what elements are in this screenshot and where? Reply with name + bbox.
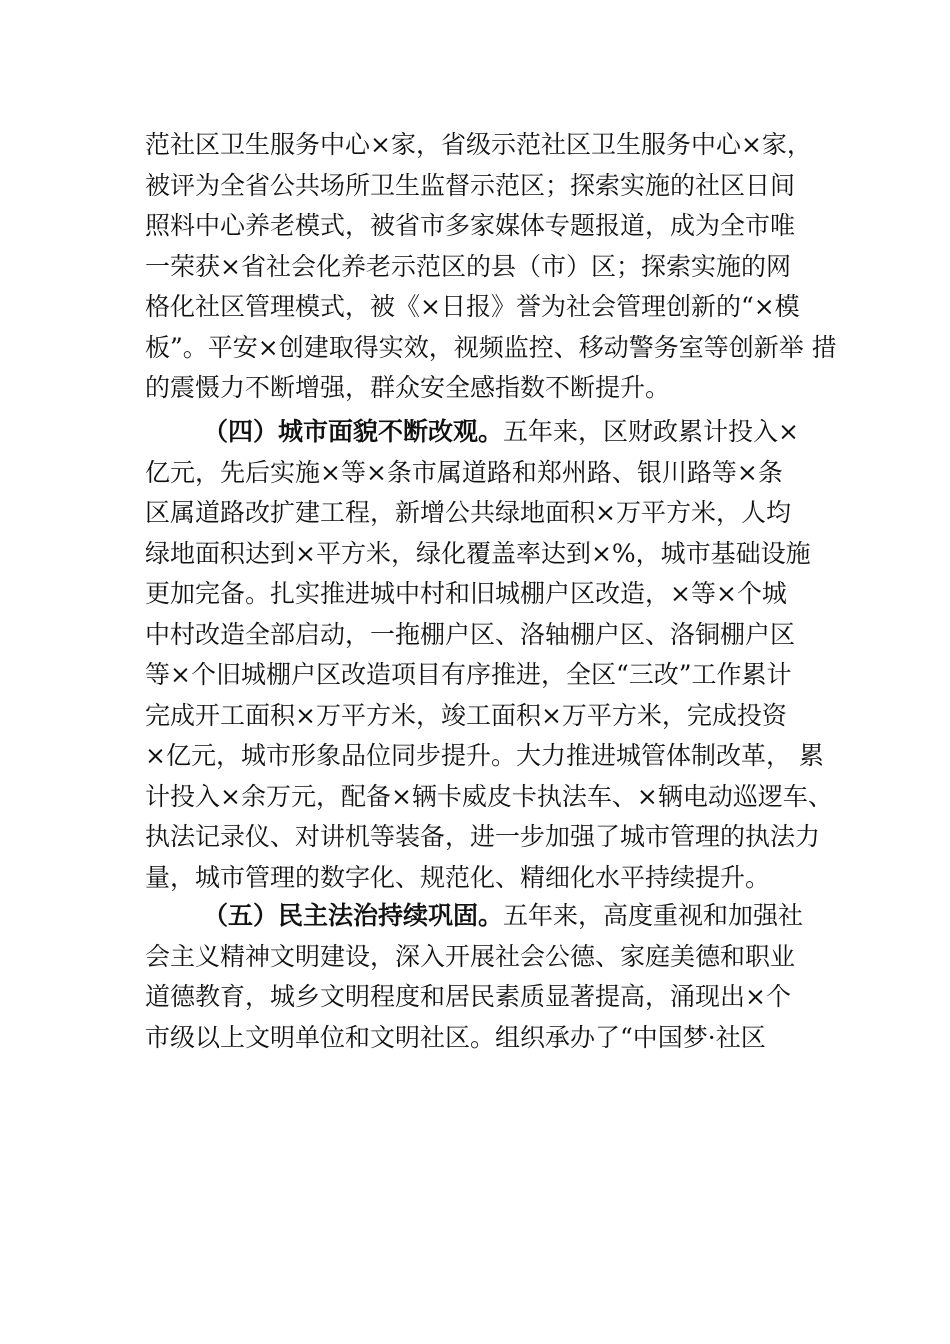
paragraph-3 [145,896,835,1058]
paragraph-line: ×亿元，城市形象品位同步提升。大力推进城管体制改革， 累 [145,741,824,770]
paragraph-first-line [145,896,835,937]
paragraph-line: 照料中心养老模式，被省市多家媒体专题报道，成为全市唯 [145,211,796,240]
paragraph-text: 五年来，高度重视和加强社 [503,901,804,930]
paragraph-2 [145,412,835,898]
paragraph-line: 中村改造全部启动，一拖棚户区、洛轴棚户区、洛铜棚户区 [145,619,796,649]
paragraph-line: 范社区卫生服务中心×家，省级示范社区卫生服务中心×家， [145,130,812,159]
paragraph-line: 量，城市管理的数字化、规范化、精细化水平持续提升。 [145,862,771,892]
paragraph-line: 板”。平安×创建取得实效，视频监控、移动警务室等创新举 措 [145,332,837,362]
paragraph-line: 计投入×余万元，配备×辆卡威皮卡执法车、×辆电动巡逻车、 [145,781,833,811]
paragraph-line: 区属道路改扩建工程，新增公共绿地面积×万平方米，人均 [145,498,791,527]
paragraph-line: 执法记录仪、对讲机等装备，进一步加强了城市管理的执法力 [145,822,821,851]
paragraph-line: 的震慑力不断增强，群众安全感指数不断提升。 [145,373,671,402]
paragraph-first-line [145,412,835,453]
paragraph-line: 完成开工面积×万平方米，竣工面积×万平方米，完成投资 [145,700,787,730]
paragraph-line: 等×个旧城棚户区改造项目有序推进，全区“三改”工作累计 [145,660,792,689]
paragraph-line: 道德教育，城乡文明程度和居民素质显著提高，涌现出×个 [145,982,791,1011]
section-heading-5: （五）民主法治持续巩固。 [203,901,504,930]
paragraph-line: 会主义精神文明建设，深入开展社会公德、家庭美德和职业 [145,941,796,971]
paragraph-line: 绿地面积达到×平方米，绿化覆盖率达到×%，城市基础设施 [145,538,811,568]
paragraph-1 [145,125,835,409]
paragraph-line: 更加完备。扎实推进城中村和旧城棚户区改造，×等×个城 [145,579,787,608]
paragraph-line: 被评为全省公共场所卫生监督示范区；探索实施的社区日间 [145,170,796,200]
paragraph-line: 一荣获×省社会化养老示范区的县（市）区；探索实施的网 [145,251,791,281]
paragraph-text: 五年来，区财政累计投入× [503,417,799,446]
paragraph-line: 亿元，先后实施×等×条市属道路和郑州路、银川路等×条 [145,457,783,487]
paragraph-line: 市级以上文明单位和文明社区。组织承办了“中国梦·社区 [145,1022,766,1052]
paragraph-line: 格化社区管理模式，被《×日报》誉为社会管理创新的“×模 [145,292,800,321]
section-heading-4: （四）城市面貌不断改观。 [203,417,504,446]
